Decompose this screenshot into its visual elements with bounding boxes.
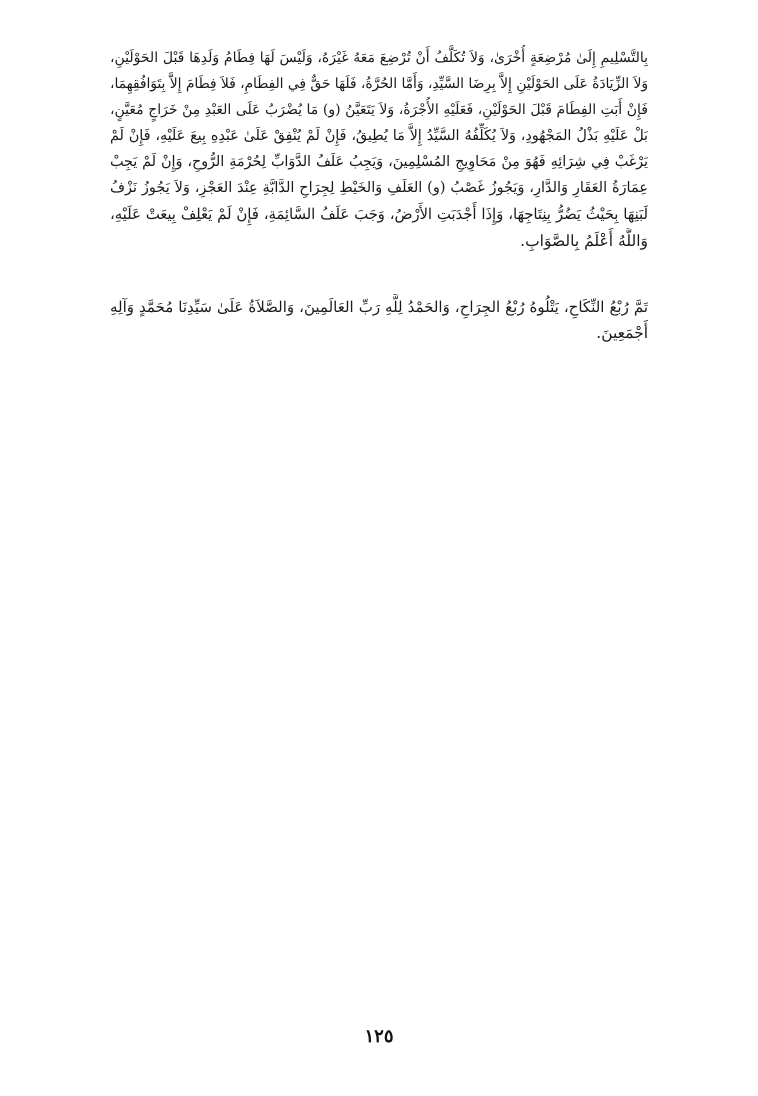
paragraph-2 bbox=[110, 294, 648, 346]
paragraph-1 bbox=[110, 45, 648, 254]
text-line: يَرْغَبْ فِي شِرَائِهِ فَهُوَ مِنْ مَحَاوِيجِ المُسْلِمِينَ، وَيَجِبُ عَلَفُ الدَّوَابِّ لِحُرْمَةِ الرُّوحِ، وَإِنْ لَمْ يَجِبْ bbox=[110, 154, 648, 171]
text-line: عِمَارَةُ العَقَارِ وَالدَّارِ، وَيَجُوزُ غَصْبُ (و) العَلَفِ وَالخَيْطِ لِجِرَاحِ الدَّابَّةِ عِنْدَ العَجْزِ، وَلاَ يَجُوزُ نَزْفُ bbox=[110, 180, 648, 197]
text-line: أَجْمَعِينَ. bbox=[596, 324, 648, 343]
text-line: بَلْ عَلَيْهِ بَذْلُ المَجْهُودِ، وَلاَ يُكَلِّفُهُ السَّيِّدُ إِلاَّ مَا يُطِيقُ، فَإِنْ لَمْ يُنْفِقْ عَلَىٰ عَبْدِهِ بِيعَ عَلَيْهِ، فَإِنْ لَمْ bbox=[110, 128, 648, 145]
page-number: ١٢٥ bbox=[364, 1026, 394, 1047]
text-line: بِالتَّسْلِيمِ إِلَىٰ مُرْضِعَةٍ أُخْرَىٰ، وَلاَ تُكَلَّفُ أَنْ تُرْضِعَ مَعَهُ غَيْرَهُ، وَلَيْسَ لَهَا فِطَامُ وَلَدِهَا قَبْلَ الحَوْلَيْنِ، bbox=[110, 50, 648, 66]
text-line: وَلاَ الزِّيَادَةُ عَلَى الحَوْلَيْنِ إِلاَّ بِرِضَا السَّيِّدِ، وَأَمَّا الحُرَّةُ، فَلَهَا حَقٌّ فِي الفِطَامِ، فَلاَ فِطَامَ إِلاَّ بِتَوَافُقِهِمَا، bbox=[110, 76, 648, 93]
text-line: فَإِنْ أَبَتِ الفِطَامَ قَبْلَ الحَوْلَيْنِ، فَعَلَيْهِ الأُجْرَةُ، وَلاَ يَتَعَيَّنُ (و) مَا يُضْرَبُ عَلَى العَبْدِ مِنْ خَرَاجٍ مُعَيَّنٍ، bbox=[110, 102, 648, 119]
text-line: وَاللَّهُ أَعْلَمُ بِالصَّوَابِ. bbox=[520, 231, 648, 250]
text-line: تَمَّ رُبْعُ النِّكَاحِ، يَتْلُوهُ رُبْعُ الجِرَاحِ، وَالحَمْدُ لِلَّهِ رَبِّ العَالَمِينَ، وَالصَّلاَةُ عَلَىٰ سَيِّدِنَا مُحَمَّدٍ وَآلِهِ bbox=[110, 298, 648, 316]
text-line: لَبَنِهَا بِحَيْثُ يَضُرُّ بِنِتَاجِهَا، وَإِذَا أَجْدَبَتِ الأَرْضُ، وَجَبَ عَلَفُ السَّائِمَةِ، فَإِنْ لَمْ يَعْلِفْ بِيعَتْ عَلَيْهِ، bbox=[110, 205, 648, 223]
